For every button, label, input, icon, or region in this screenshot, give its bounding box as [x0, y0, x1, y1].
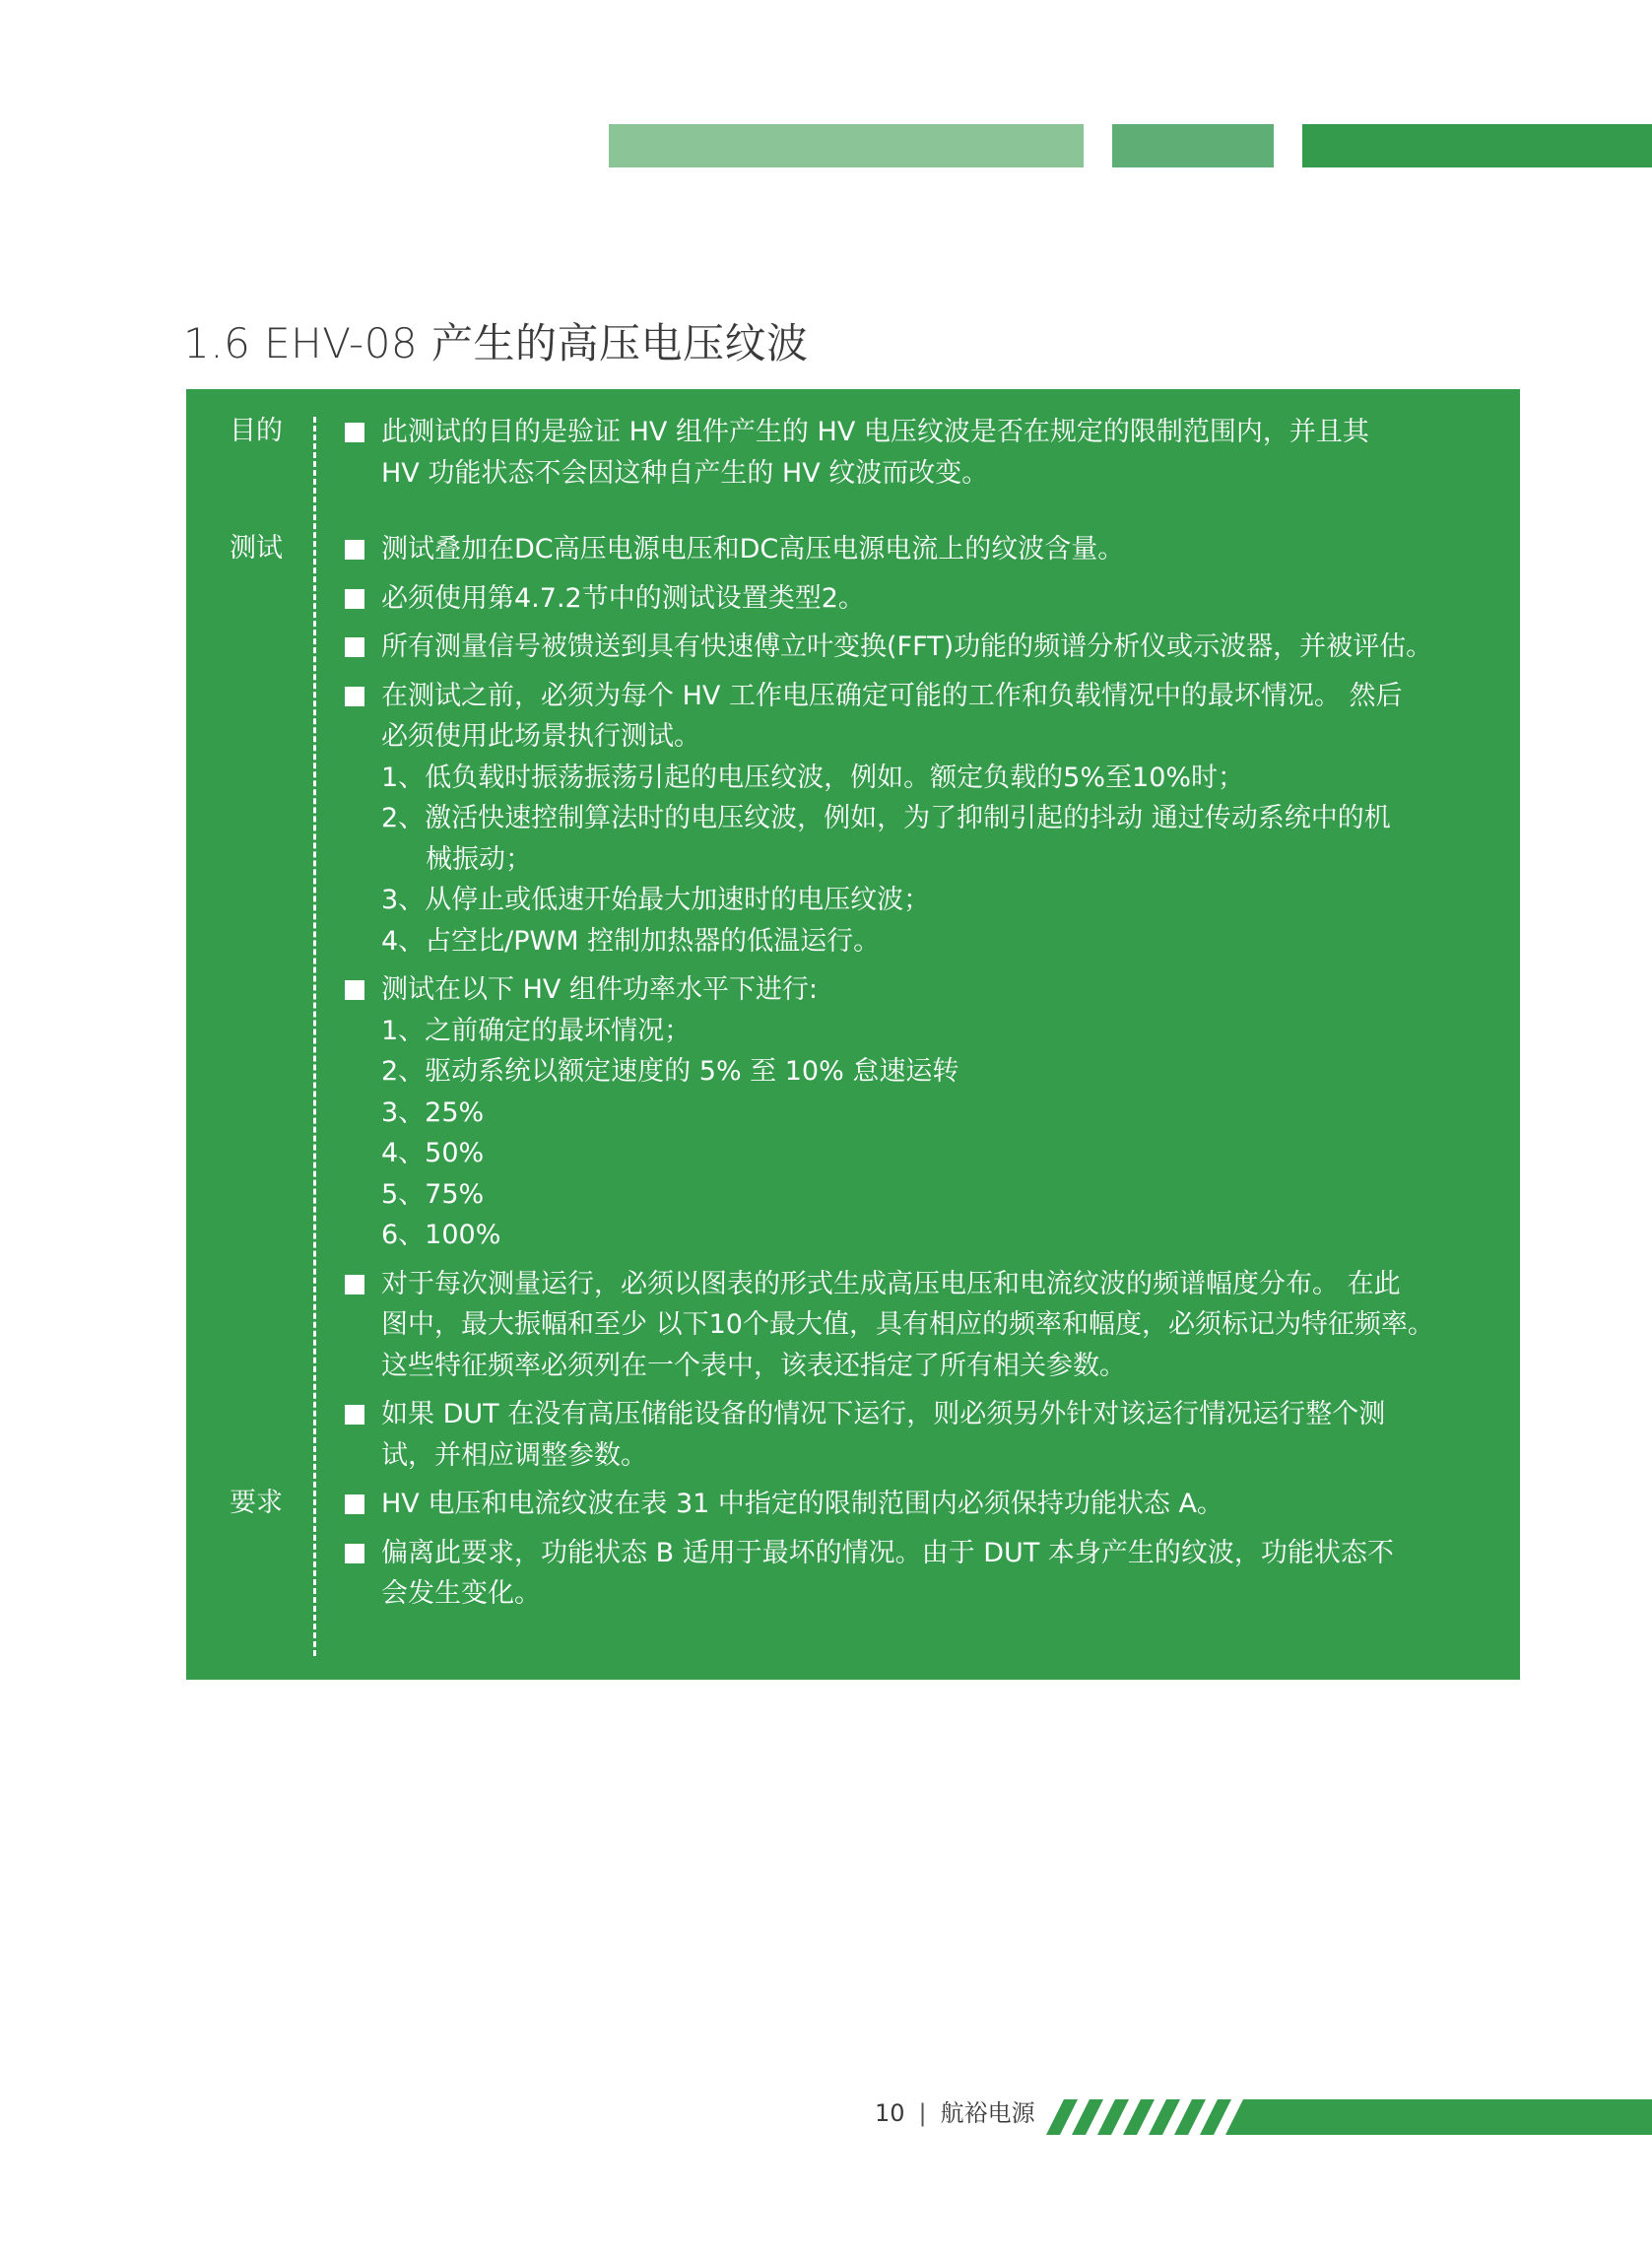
bullet-item	[342, 627, 1504, 668]
section-label: 目的	[230, 416, 283, 446]
bullet-item	[342, 1394, 1504, 1476]
square-bullet-icon	[345, 1275, 364, 1294]
bullet-item	[342, 1533, 1504, 1615]
numbered-sub-item	[381, 921, 1504, 963]
numbered-sub-item	[381, 798, 1504, 880]
header-bar-light	[609, 124, 1084, 167]
sub-item-text-line: 2、驱动系统以额定速度的 5% 至 10% 怠速运转	[381, 1056, 959, 1087]
bullet-text-line: 如果 DUT 在没有高压储能设备的情况下运行，则必须另外针对该运行情况运行整个测	[381, 1399, 1386, 1429]
square-bullet-icon	[345, 1544, 364, 1563]
bullet-text-line: 在测试之前，必须为每个 HV 工作电压确定可能的工作和负载情况中的最坏情况。 然后	[381, 680, 1403, 711]
bullet-text-line: 对于每次测量运行，必须以图表的形式生成高压电压和电流纹波的频谱幅度分布。 在此	[381, 1268, 1401, 1299]
page-number: 10	[875, 2099, 905, 2127]
bullet-text-line: HV 功能状态不会因这种自产生的 HV 纹波而改变。	[381, 457, 989, 489]
section-title: 1.6 EHV-08 产生的高压电压纹波	[183, 319, 809, 367]
bullet-text-line: 必须使用此场景执行测试。	[381, 721, 700, 752]
header-bar-dark	[1302, 124, 1652, 167]
bullet-text-line: 试，并相应调整参数。	[381, 1439, 647, 1471]
bullet-item	[342, 1484, 1504, 1525]
numbered-sub-item	[381, 758, 1504, 799]
sub-item-text-line: 5、75%	[381, 1178, 485, 1210]
bullet-text-line: 此测试的目的是验证 HV 组件产生的 HV 电压纹波是否在规定的限制范围内，并且其	[381, 417, 1369, 447]
numbered-sub-item	[381, 880, 1504, 921]
numbered-sub-item	[381, 1174, 1504, 1216]
bullet-item	[342, 676, 1504, 963]
section-2	[342, 1484, 1504, 1615]
bullet-text-line: 所有测量信号被馈送到具有快速傅立叶变换(FFT)功能的频谱分析仪或示波器，并被评估。	[381, 631, 1433, 662]
section-0	[342, 412, 1504, 494]
square-bullet-icon	[345, 1405, 364, 1425]
square-bullet-icon	[345, 637, 364, 657]
bullet-text-line: HV 电压和电流纹波在表 31 中指定的限制范围内必须保持功能状态 A。	[381, 1489, 1223, 1519]
footer-separator: |	[918, 2099, 927, 2127]
sub-item-text-line: 2、激活快速控制算法时的电压纹波，例如，为了抑制引起的抖动 通过传动系统中的机	[381, 803, 1391, 833]
footer-stripes	[1046, 2099, 1652, 2135]
requirement-content	[342, 412, 1504, 1623]
bullet-text-line: 这些特征频率必须列在一个表中，该表还指定了所有相关参数。	[381, 1350, 1126, 1381]
bullet-item	[342, 412, 1504, 494]
bullet-item	[342, 969, 1504, 1256]
square-bullet-icon	[345, 687, 364, 706]
bullet-text-line: 必须使用第4.7.2节中的测试设置类型2。	[381, 582, 865, 614]
requirement-box	[186, 389, 1520, 1680]
bullet-text-line: 图中，最大振幅和至少 以下10个最大值，具有相应的频率和幅度，必须标记为特征频率。	[381, 1309, 1434, 1340]
header-bar-mid	[1112, 124, 1274, 167]
section-label: 测试	[230, 533, 283, 564]
sub-item-text-line: 6、100%	[381, 1220, 501, 1250]
square-bullet-icon	[345, 980, 364, 1000]
square-bullet-icon	[345, 423, 364, 442]
sub-item-text-line: 3、从停止或低速开始最大加速时的电压纹波；	[381, 885, 931, 915]
bullet-item	[342, 578, 1504, 620]
section-label: 要求	[230, 1488, 283, 1518]
sub-item-text-line: 4、50%	[381, 1138, 485, 1168]
sub-item-text-line: 3、25%	[381, 1096, 485, 1128]
footer-brand: 航裕电源	[940, 2099, 1035, 2127]
bullet-text-line: 测试在以下 HV 组件功率水平下进行:	[381, 974, 819, 1005]
numbered-sub-item	[381, 1093, 1504, 1134]
square-bullet-icon	[345, 589, 364, 609]
numbered-sub-item	[381, 1011, 1504, 1052]
bullet-text-line: 测试叠加在DC高压电源电压和DC高压电源电流上的纹波含量。	[381, 534, 1125, 564]
sub-item-text-line: 4、占空比/PWM 控制加热器的低温运行。	[381, 925, 881, 957]
bullet-text-line: 会发生变化。	[381, 1578, 541, 1609]
page-footer	[875, 2093, 1035, 2133]
sub-item-text-line: 1、之前确定的最坏情况；	[381, 1015, 692, 1046]
square-bullet-icon	[345, 540, 364, 560]
sub-item-text-line: 1、低负载时振荡振荡引起的电压纹波，例如。额定负载的5%至10%时；	[381, 762, 1245, 793]
bullet-text-line: 偏离此要求，功能状态 B 适用于最坏的情况。由于 DUT 本身产生的纹波，功能状态不	[381, 1537, 1394, 1568]
dashed-divider	[313, 417, 316, 1656]
section-1	[342, 529, 1504, 1476]
bullet-item	[342, 529, 1504, 570]
bullet-item	[342, 1264, 1504, 1387]
square-bullet-icon	[345, 1494, 364, 1514]
numbered-sub-item	[381, 1133, 1504, 1174]
numbered-sub-item	[381, 1051, 1504, 1093]
sub-item-text-line: 械振动；	[426, 843, 532, 875]
numbered-sub-item	[381, 1215, 1504, 1256]
